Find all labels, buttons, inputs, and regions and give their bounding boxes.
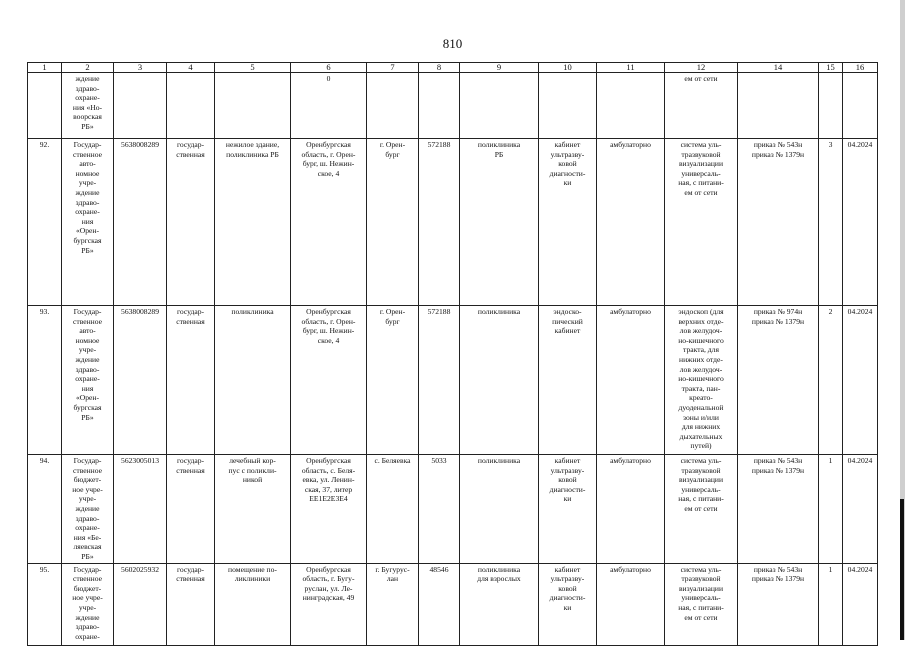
organization-name-cell: Государ- ственное бюджет- ное учре- учре- ждение здраво- охране- [62,563,114,645]
care-conditions-cell: амбулаторно [597,563,665,645]
deadline-cell [843,73,878,139]
subdivision-cell: поликлиника [460,455,539,564]
cabinet-cell: эндоско- пический кабинет [539,306,597,455]
column-header: 1 [28,63,62,73]
table-row [28,563,878,645]
care-conditions-cell [597,73,665,139]
address-cell: Оренбургская область, г. Орен- бург, ш. Нежин- ское, 4 [291,139,367,306]
deadline-cell: 04.2024 [843,139,878,306]
settlement-cell [367,73,419,139]
quantity-cell: 2 [819,306,843,455]
building-cell: лечебный кор- пус с поликли- никой [215,455,291,564]
building-cell: помещение по- ликлиники [215,563,291,645]
equipment-cell: ем от сети [665,73,738,139]
quantity-cell: 1 [819,563,843,645]
equipment-cell: система уль- тразвуковой визуализации универсаль- ная, с питани- ем от сети [665,455,738,564]
building-cell [215,73,291,139]
column-header: 5 [215,63,291,73]
quantity-cell: 3 [819,139,843,306]
ownership-form-cell: государ- ственная [167,306,215,455]
order-reference-cell: приказ № 543н приказ № 1379н [738,139,819,306]
settlement-cell: г. Орен- бург [367,306,419,455]
column-header: 9 [460,63,539,73]
population-cell [419,73,460,139]
address-cell: Оренбургская область, г. Орен- бург, ш. Нежин- ское, 4 [291,306,367,455]
organization-name-cell: Государ- ственное авто- номное учре- ждение здраво- охране- ния «Орен- бургская РБ» [62,139,114,306]
equipment-cell: эндоскоп (для верхних отде- лов желудоч- но-кишечного тракта, для нижних отде- лов желудоч- но-кишечного тракта, пан- креато- дуоденальной зоны и/или для нижних дыхательных путей) [665,306,738,455]
care-conditions-cell: амбулаторно [597,139,665,306]
ownership-form-cell [167,73,215,139]
equipment-cell: система уль- тразвуковой визуализации универсаль- ная, с питани- ем от сети [665,563,738,645]
cabinet-cell: кабинет ультразву- ковой диагности- ки [539,455,597,564]
column-number-row [28,63,878,73]
organization-name-cell: Государ- ственное бюджет- ное учре- учре- ждение здраво- охране- ния «Бе- ляевская РБ» [62,455,114,564]
table-row [28,73,878,139]
row-number-cell: 94. [28,455,62,564]
column-header: 10 [539,63,597,73]
column-header: 15 [819,63,843,73]
organization-name-cell: Государ- ственное авто- номное учре- ждение здраво- охране- ния «Орен- бургская РБ» [62,306,114,455]
order-reference-cell [738,73,819,139]
building-cell: нежилое здание, поликлиника РБ [215,139,291,306]
settlement-cell: г. Орен- бург [367,139,419,306]
population-cell: 5033 [419,455,460,564]
inn-cell: 5623005013 [114,455,167,564]
order-reference-cell: приказ № 543н приказ № 1379н [738,563,819,645]
address-cell: Оренбургская область, г. Бугу- руслан, ул. Ле- нинградская, 49 [291,563,367,645]
quantity-cell [819,73,843,139]
inn-cell: 5638008289 [114,139,167,306]
population-cell: 48546 [419,563,460,645]
inn-cell [114,73,167,139]
population-cell: 572188 [419,139,460,306]
cabinet-cell: кабинет ультразву- ковой диагности- ки [539,139,597,306]
column-header: 3 [114,63,167,73]
row-number-cell: 92. [28,139,62,306]
table-row [28,306,878,455]
table-row [28,139,878,306]
page-number: 810 [442,36,463,51]
population-cell: 572188 [419,306,460,455]
column-header: 2 [62,63,114,73]
deadline-cell: 04.2024 [843,455,878,564]
address-cell: 0 [291,73,367,139]
inn-cell: 5602025932 [114,563,167,645]
subdivision-cell: поликлиника РБ [460,139,539,306]
registry-table [27,62,878,646]
ownership-form-cell: государ- ственная [167,455,215,564]
deadline-cell: 04.2024 [843,306,878,455]
order-reference-cell: приказ № 974н приказ № 1379н [738,306,819,455]
address-cell: Оренбургская область, с. Беля- евка, ул. Ленин- ская, 37, литер ЕЕ1Е2Е3Е4 [291,455,367,564]
deadline-cell: 04.2024 [843,563,878,645]
column-header: 7 [367,63,419,73]
care-conditions-cell: амбулаторно [597,455,665,564]
care-conditions-cell: амбулаторно [597,306,665,455]
column-header: 12 [665,63,738,73]
quantity-cell: 1 [819,455,843,564]
ownership-form-cell: государ- ственная [167,563,215,645]
cabinet-cell [539,73,597,139]
table-row [28,455,878,564]
inn-cell: 5638008289 [114,306,167,455]
row-number-cell: 93. [28,306,62,455]
column-header: 6 [291,63,367,73]
subdivision-cell: поликлиника [460,306,539,455]
subdivision-cell: поликлиника для взрослых [460,563,539,645]
column-header: 8 [419,63,460,73]
column-header: 11 [597,63,665,73]
settlement-cell: г. Бугурус- лан [367,563,419,645]
cabinet-cell: кабинет ультразву- ковой диагности- ки [539,563,597,645]
equipment-cell: система уль- тразвуковой визуализации универсаль- ная, с питани- ем от сети [665,139,738,306]
page-edge-shadow [900,499,904,640]
organization-name-cell: ждение здраво- охране- ния «Но- воорская РБ» [62,73,114,139]
column-header: 16 [843,63,878,73]
ownership-form-cell: государ- ственная [167,139,215,306]
column-header: 4 [167,63,215,73]
settlement-cell: с. Беляевка [367,455,419,564]
column-header: 14 [738,63,819,73]
row-number-cell: 95. [28,563,62,645]
building-cell: поликлиника [215,306,291,455]
subdivision-cell [460,73,539,139]
order-reference-cell: приказ № 543н приказ № 1379н [738,455,819,564]
row-number-cell [28,73,62,139]
